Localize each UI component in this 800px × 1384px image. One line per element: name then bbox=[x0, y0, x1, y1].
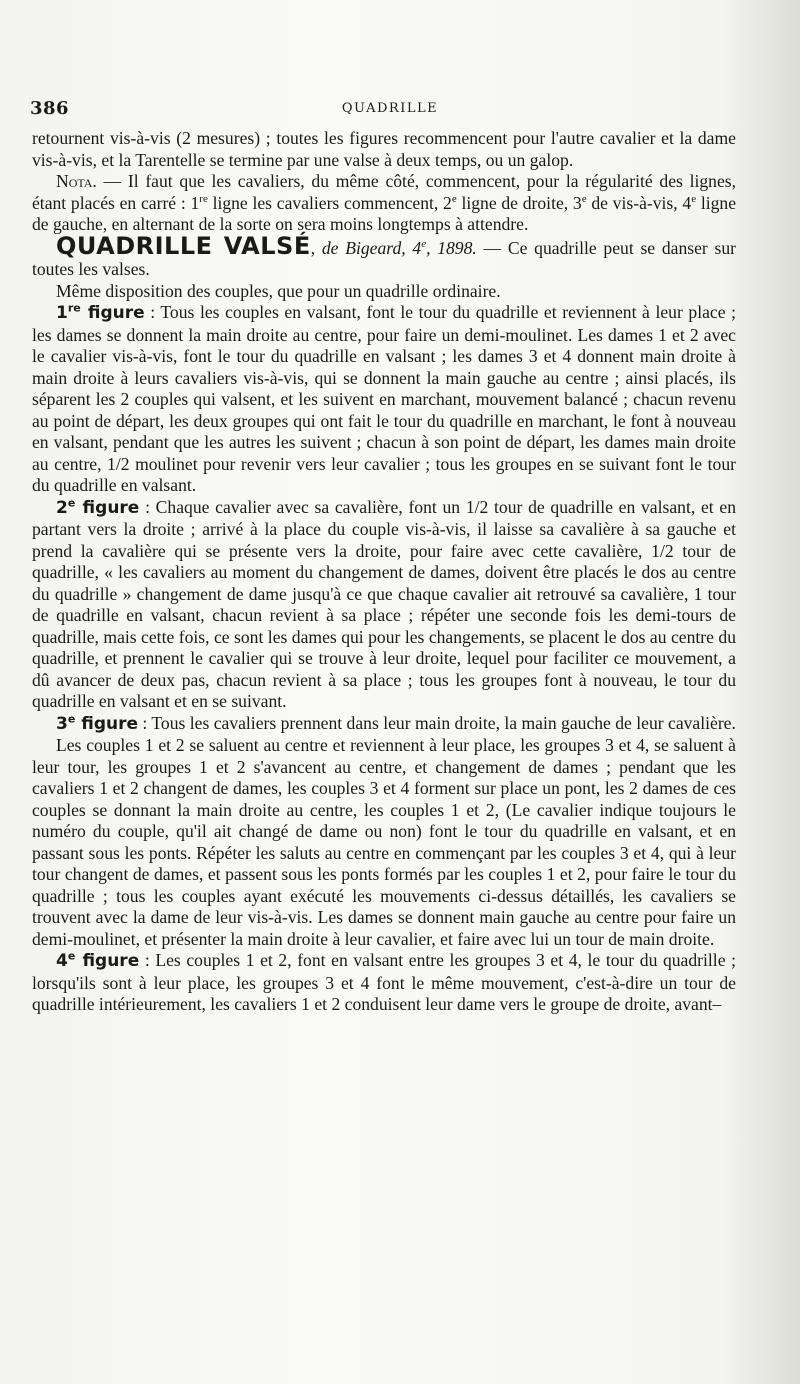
paragraph-nota: Nota. — Il faut que les cavaliers, du même côté, commencent, pour la régularité des lignes, étant placés en carré : 1re ligne les cavaliers commencent, 2e ligne de droite, 3e de vis-à-vis, 4e ligne de gauche, en alternant de la sorte on sera moins longtemps à attendre. bbox=[32, 171, 737, 234]
nota-label: Nota. bbox=[56, 171, 97, 191]
title-source: de Bigeard, 4e, 1898. bbox=[321, 237, 477, 258]
page-number: 386 bbox=[30, 98, 70, 119]
figure-1-heading: 1re figure bbox=[56, 301, 145, 323]
section-title: QUADRILLE VALSÉ bbox=[56, 231, 311, 260]
section-heading-paragraph: QUADRILLE VALSÉ, de Bigeard, 4e, 1898. — Ce quadrille peut se danser sur toutes les valses. bbox=[32, 231, 737, 279]
figure-2-paragraph: 2e figure : Chaque cavalier avec sa cavalière, font un 1/2 tour de quadrille en valsant, et en partant vers la droite ; arrivé à la place du couple vis-à-vis, il laisse sa cavalière à sa gauche et prend la cavalière qui se présente vers la droite, pour faire avec cette cavalière, 1/2 tour de quadrille, « les cavaliers au moment du changement de dames, doivent être placés le dos au centre du quadrille » changement de dame jusqu'à ce que chaque cavalier ait retrouvé sa cavalière, 1 tour de quadrille en valsant, chacun revient à sa place ; répéter une seconde fois les demi-tours de quadrille, mais cette fois, ce sont les dames qui pour les changements, se placent le dos au centre du quadrille, et prennent le cavalier qui se trouve à leur droite, lequel pour faciliter ce mouvement, a dû avancer de deux pas, chacun revient à sa place ; tous les groupes font à nouveau, le tour du quadrille en valsant et en se suivant. bbox=[32, 495, 736, 711]
paragraph-continuation: retournent vis-à-vis (2 mesures) ; toutes les figures recommencent pour l'autre cavalier et la dame vis-à-vis, et la Tarentelle se termine par une valse à deux temps, ou un galop. bbox=[32, 128, 736, 170]
paragraph-disposition: Même disposition des couples, que pour un quadrille ordinaire. bbox=[56, 280, 501, 301]
body-text bbox=[32, 128, 736, 1016]
figure-3-paragraph: 3e figure : Tous les cavaliers prennent dans leur main droite, la main gauche de leur cavalière. bbox=[56, 711, 736, 734]
page-header bbox=[30, 98, 750, 128]
running-head: QUADRILLE bbox=[341, 101, 439, 116]
figure-1-paragraph: 1re figure : Tous les couples en valsant, font le tour du quadrille et reviennent à leur place ; les dames se donnent la main droite au centre, pour faire un demi-moulinet. Les dames 1 et 2 avec le cavalier vis-à-vis, font le tour du quadrille en valsant ; les dames 3 et 4 donnent main droite à main droite à leurs cavaliers vis-à-vis, qui se donnent la main gauche au centre ; ainsi placés, ils séparent les 2 couples qui valsent, et les suivent en marchant, mouvement balancé ; chacun revenu au point de départ, les deux groupes qui ont fait le tour du quadrille en marchant, le font à nouveau en valsant, pendant que les autres les suivent ; chacun à son point de départ, les dames main droite au centre, 1/2 moulinet pour revenir vers leur cavalier ; tous les groupes en se suivant font le tour du quadrille en valsant. bbox=[32, 301, 736, 495]
figure-4-paragraph: 4e figure : Les couples 1 et 2, font en valsant entre les groupes 3 et 4, le tour du quadrille ; lorsqu'ils sont à leur place, les groupes 3 et 4 font le même mouvement, c'est-à-dire un tour de quadrille intérieurement, les cavaliers 1 et 2 conduisent leur dame vers le groupe de droite, avant– bbox=[32, 949, 736, 1014]
figure-3-heading: 3e figure bbox=[56, 711, 139, 734]
figure-4-heading: 4e figure bbox=[56, 949, 140, 971]
figure-3-detail-paragraph: Les couples 1 et 2 se saluent au centre et reviennent à leur place, les groupes 3 et 4, se saluent à leur tour, les groupes 1 et 2 s'avancent au centre, et changement de dames ; pendant que les cavaliers 1 et 2 changent de dames, les couples 3 et 4 forment sur place un pont, les 2 dames de ces couples se donnant la main droite au centre, les couples 1 et 2, (Le cavalier indique toujours le numéro du couple, qu'il ait changé de dame ou non) font le tour du quadrille en valsant, et en passant sous les ponts. Répéter les saluts au centre en commençant par les couples 3 et 4, qui à leur tour changent de dames, et passent sous les ponts formés par les couples 1 et 2, pour faire le tour du quadrille ; tous les couples ayant exécuté les mouvements ci-dessus détaillés, les cavaliers se trouvent avec la dame de leur vis-à-vis. Les dames se donnent main gauche au centre pour faire un demi-moulinet, et présenter la main droite à leur cavalier, et faire avec lui un tour de main droite. bbox=[32, 735, 736, 949]
figure-2-heading: 2e figure bbox=[56, 495, 140, 518]
